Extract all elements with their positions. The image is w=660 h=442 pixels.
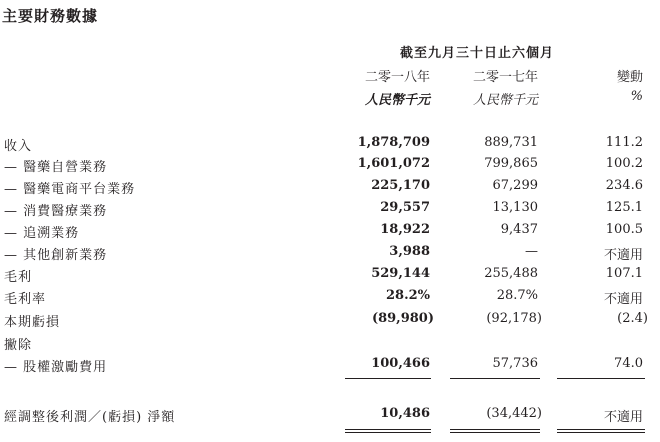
table-row-gross-margin — [0, 288, 660, 308]
row-label: 經調整後利潤／(虧損) 淨額 — [4, 410, 176, 425]
row-label: 撇除 — [4, 338, 33, 353]
subtotal-rule-2018 — [345, 378, 431, 379]
value-change: 100.2 — [605, 156, 643, 171]
value-change: 74.0 — [614, 356, 643, 371]
table-row-pharma-ecommerce — [0, 178, 660, 198]
table-row-pharma-direct — [0, 156, 660, 176]
row-label: — 其他創新業務 — [4, 248, 108, 263]
value-2017: 67,299 — [492, 178, 538, 193]
value-change: 234.6 — [605, 178, 643, 193]
value-2018: 18,922 — [380, 222, 430, 237]
value-change: 不適用 — [603, 292, 643, 307]
value-2018: 100,466 — [371, 356, 430, 371]
value-2017: 889,731 — [484, 135, 538, 150]
value-2018: (89,980) — [371, 311, 434, 326]
value-2017: 57,736 — [492, 356, 538, 371]
value-2017: (34,442) — [486, 406, 542, 421]
value-2017: 28.7% — [496, 288, 538, 303]
row-label: — 消費醫療業務 — [4, 204, 108, 219]
subtotal-rule-change — [557, 378, 645, 379]
value-2018: 1,878,709 — [357, 135, 430, 150]
subtotal-rule-2017 — [450, 378, 540, 379]
value-change: 107.1 — [605, 266, 643, 281]
total-double-rule-2018-bottom — [345, 432, 431, 433]
unit-label-2018: 人民幣千元 — [364, 93, 430, 108]
value-change: (2.4) — [617, 311, 648, 326]
value-2018: 1,601,072 — [357, 156, 430, 171]
value-2017: 255,488 — [484, 266, 538, 281]
value-2018: 529,144 — [371, 266, 430, 281]
value-change: 不適用 — [603, 410, 643, 425]
value-change: 125.1 — [605, 200, 643, 215]
value-2018: 29,557 — [380, 200, 430, 215]
value-2017: — — [525, 244, 538, 259]
table-row-share-based-compensation — [0, 356, 660, 376]
row-label: 毛利 — [4, 270, 33, 285]
total-double-rule-2017-bottom — [450, 432, 540, 433]
table-row-net-loss — [0, 311, 660, 331]
value-change: 111.2 — [605, 135, 643, 150]
table-row-gross-profit — [0, 266, 660, 286]
row-label: — 股權激勵費用 — [4, 360, 108, 375]
value-2017: 13,130 — [492, 200, 538, 215]
row-label: — 醫藥自營業務 — [4, 160, 108, 175]
value-2018: 3,988 — [389, 244, 430, 259]
row-label: 毛利率 — [4, 292, 47, 307]
row-label: — 追溯業務 — [4, 226, 80, 241]
table-row-other-innovation — [0, 244, 660, 264]
table-row-adjusted-net-profit — [0, 406, 660, 426]
total-double-rule-change-bottom — [557, 432, 645, 433]
row-label: 收入 — [4, 139, 33, 154]
value-change: 不適用 — [603, 248, 643, 263]
table-row-revenue — [0, 135, 660, 155]
total-double-rule-change-top — [557, 429, 645, 430]
section-title: 主要財務數據 — [2, 7, 99, 25]
table-row-tracking — [0, 222, 660, 242]
period-header: 截至九月三十日止六個月 — [400, 46, 555, 61]
value-2017: 799,865 — [484, 156, 538, 171]
total-double-rule-2018-top — [345, 429, 431, 430]
total-double-rule-2017-top — [450, 429, 540, 430]
unit-label-2017: 人民幣千元 — [472, 93, 538, 108]
value-change: 100.5 — [605, 222, 643, 237]
value-2017: (92,178) — [486, 311, 542, 326]
table-row-excluding — [0, 334, 660, 354]
unit-label-change: % — [630, 89, 643, 104]
column-header-change: 變動 — [616, 70, 643, 85]
row-label: 本期虧損 — [4, 315, 61, 330]
column-header-2018: 二零一八年 — [364, 70, 430, 85]
value-2017: 9,437 — [500, 222, 538, 237]
value-2018: 225,170 — [371, 178, 430, 193]
table-row-consumer-healthcare — [0, 200, 660, 220]
value-2018: 10,486 — [380, 406, 430, 421]
row-label: — 醫藥電商平台業務 — [4, 182, 136, 197]
value-2018: 28.2% — [385, 288, 430, 303]
column-header-2017: 二零一七年 — [472, 70, 538, 85]
